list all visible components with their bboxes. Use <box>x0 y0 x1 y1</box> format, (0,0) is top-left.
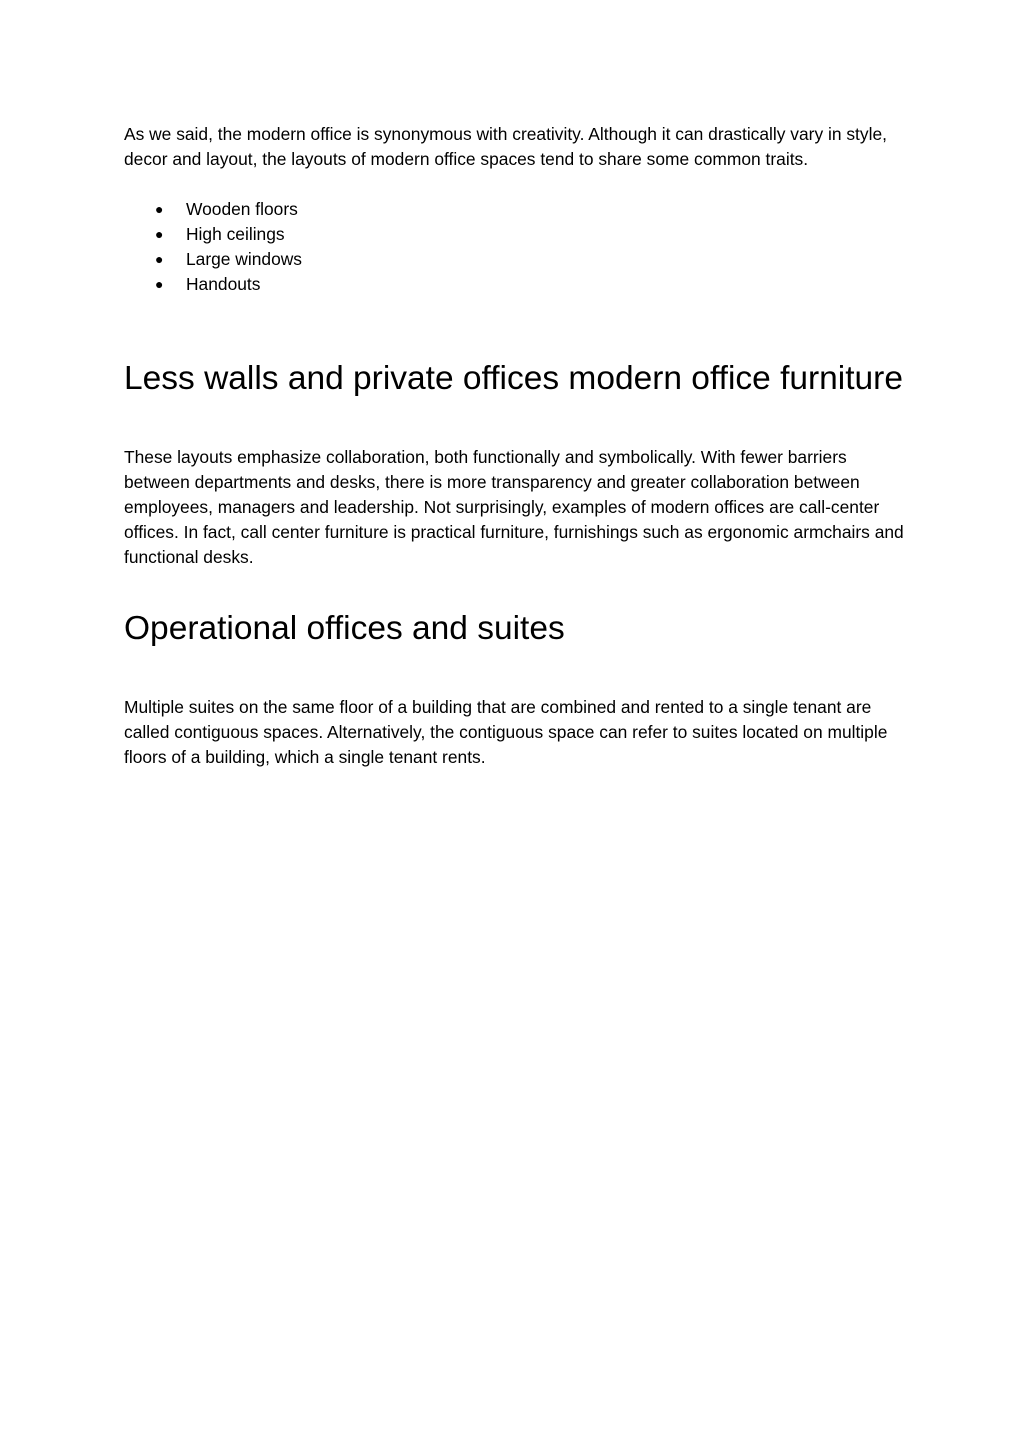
section-heading-less-walls: Less walls and private offices modern office furniture <box>124 360 903 397</box>
section-heading-operational-offices: Operational offices and suites <box>124 610 565 647</box>
bullet-icon: ● <box>155 226 164 242</box>
list-item <box>124 197 904 222</box>
list-item-label: Wooden floors <box>186 199 298 219</box>
section-paragraph-less-walls: These layouts emphasize collaboration, both functionally and symbolically. With fewer barriers between departments and desks, there is more transparency and greater collaboration between employees, managers and leadership. Not surprisingly, examples of modern offices are call-center offices. In fact, call center furniture is practical furniture, furnishings such as ergonomic armchairs and functional desks. <box>124 447 904 567</box>
bullet-icon: ● <box>155 251 164 267</box>
list-item-label: High ceilings <box>186 224 285 244</box>
list-item <box>124 247 904 272</box>
intro-paragraph: As we said, the modern office is synonymous with creativity. Although it can drastically vary in style, decor and layout, the layouts of modern office spaces tend to share some common traits. <box>124 124 887 169</box>
bullet-icon: ● <box>155 276 164 292</box>
traits-list <box>124 197 904 297</box>
bullet-icon: ● <box>155 201 164 217</box>
document-page <box>124 122 904 770</box>
list-item-label: Handouts <box>186 274 261 294</box>
list-item-label: Large windows <box>186 249 303 269</box>
list-item <box>124 222 904 247</box>
list-item <box>124 272 904 297</box>
section-paragraph-operational-offices: Multiple suites on the same floor of a building that are combined and rented to a single tenant are called contiguous spaces. Alternatively, the contiguous space can refer to suites located on multiple floors of a building, which a single tenant rents. <box>124 697 888 767</box>
